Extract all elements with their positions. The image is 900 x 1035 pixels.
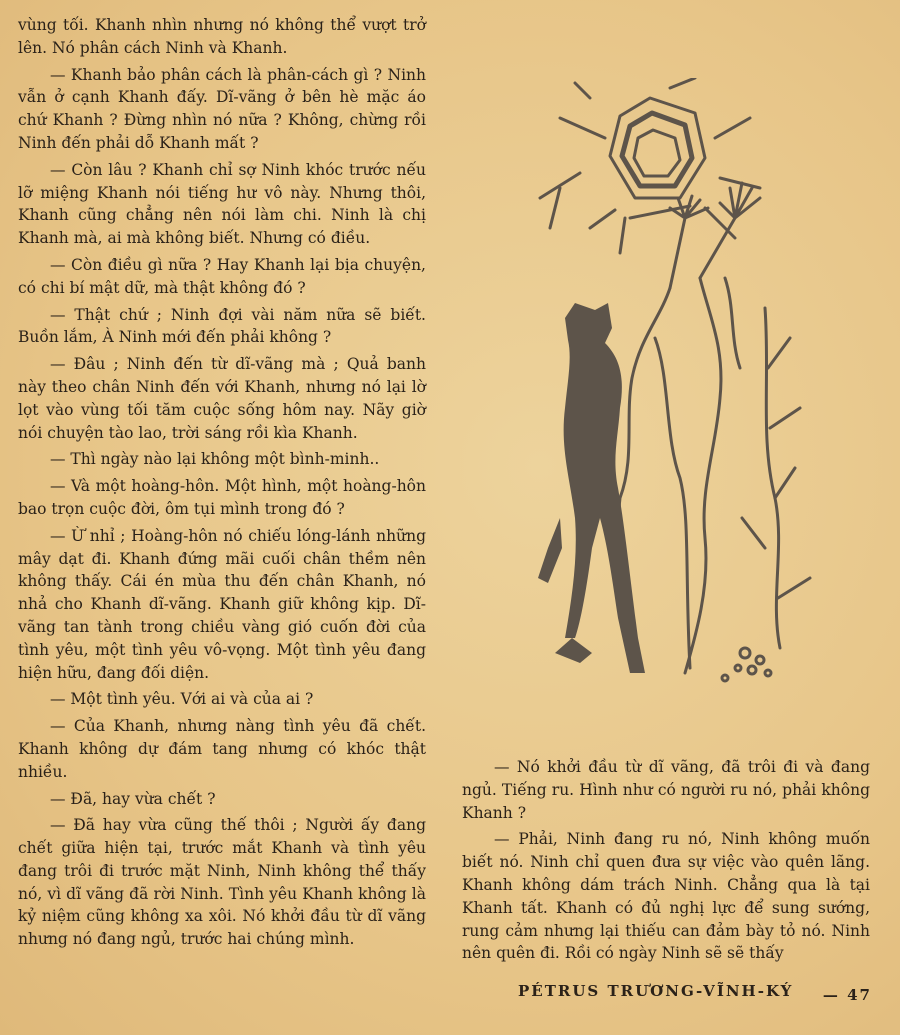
paragraph: — Đã hay vừa cũng thế thôi ; Người ấy đang chết giữa hiện tại, trước mắt Khanh và tình yêu đang trôi đi trước mặt Ninh, Ninh không thể thấy nó, vì dĩ vãng đã rời Ninh. Tình yêu Khanh không là kỷ niệm cũng không xa xôi. Nó khởi đầu từ dĩ vãng nhưng nó đang ngủ, trước hai chúng mình. [18, 816, 426, 949]
paragraph: — Khanh bảo phân cách là phân-cách gì ? Ninh vẫn ở cạnh Khanh đấy. Dĩ-vãng ở bên hè mặc áo chứ Khanh ? Đừng nhìn nó nữa ? Không, chừng rồi Ninh đến phải dỗ Khanh mất ? [18, 65, 426, 152]
paragraph: — Còn lâu ? Khanh chỉ sợ Ninh khóc trước nếu lỡ miệng Khanh nói tiếng hư vô này. Nhưng thôi, Khanh cũng chẳng nên nói làm chi. Ninh là chị Khanh mà, ai mà không biết. Nhưng có điều. [18, 160, 426, 248]
paragraph: — Thì ngày nào lại không một bình-minh.. [50, 450, 380, 469]
right-text-column [462, 756, 870, 969]
paragraph: — Của Khanh, nhưng nàng tình yêu đã chết. Khanh không dự đám tang nhưng có khóc thật nhiều. [18, 717, 426, 781]
woodcut-figures-sun-illustration-icon [520, 78, 880, 698]
author-name: PÉTRUS TRƯƠNG-VĨNH-KÝ [518, 982, 794, 1000]
paragraph: — Đã, hay vừa chết ? [50, 789, 216, 808]
page-number-value: 47 [847, 986, 872, 1004]
paragraph: — Và một hoàng-hôn. Một hình, một hoàng-hôn bao trọn cuộc đời, ôm tụi mình trong đó ? [18, 477, 426, 518]
paragraph: — Phải, Ninh đang ru nó, Ninh không muốn biết nó. Ninh chỉ quen đưa sự việc vào quên lãng. Khanh không dám trách Ninh. Chẳng qua là tại Khanh tất. Khanh có đủ nghị lực để sung sướng, rung cảm nhưng lại thiếu can đảm bày tỏ nó. Ninh nên quên đi. Rồi có ngày Ninh sẽ sẽ thấy [462, 830, 870, 963]
paragraph: — Một tình yêu. Với ai và của ai ? [50, 690, 314, 709]
paragraph: — Còn điều gì nữa ? Hay Khanh lại bịa chuyện, có chi bí mật dữ, mà thật không đó ? [18, 255, 426, 297]
page-number [823, 986, 872, 1004]
paragraph: — Đâu ; Ninh đến từ dĩ-vãng mà ; Quả banh này theo chân Ninh đến với Khanh, nhưng nó lại lờ lọt vào vùng tối tăm cuộc sống hôm nay. Nãy giờ nói chuyện tào lao, trời sáng rồi kìa Khanh. [18, 355, 426, 442]
paragraph: — Ừ nhỉ ; Hoàng-hôn nó chiếu lóng-lánh những mây dạt đi. Khanh đứng mãi cuối chân thềm nên không thấy. Cái én mùa thu đến chân Khanh, nó nhả cho Khanh dĩ-vãng. Khanh giữ không kịp. Dĩ-vãng tan tành trong chiều vàng gió cuốn đời của tình yêu, một tình yêu vô-vọng. Một tình yêu đang hiện hữu, đang đối diện. [18, 526, 426, 682]
footer-dash: — [822, 986, 840, 1004]
paragraph: — Thật chứ ; Ninh đợi vài năm nữa sẽ biết. Buồn lắm, À Ninh mới đến phải không ? [18, 305, 426, 347]
left-text-column [18, 14, 426, 955]
paragraph: — Nó khởi đầu từ dĩ vãng, đã trôi đi và đang ngủ. Tiếng ru. Hình như có người ru nó, phải không Khanh ? [462, 758, 870, 822]
paragraph: vùng tối. Khanh nhìn nhưng nó không thể vượt trở lên. Nó phân cách Ninh và Khanh. [18, 16, 426, 57]
